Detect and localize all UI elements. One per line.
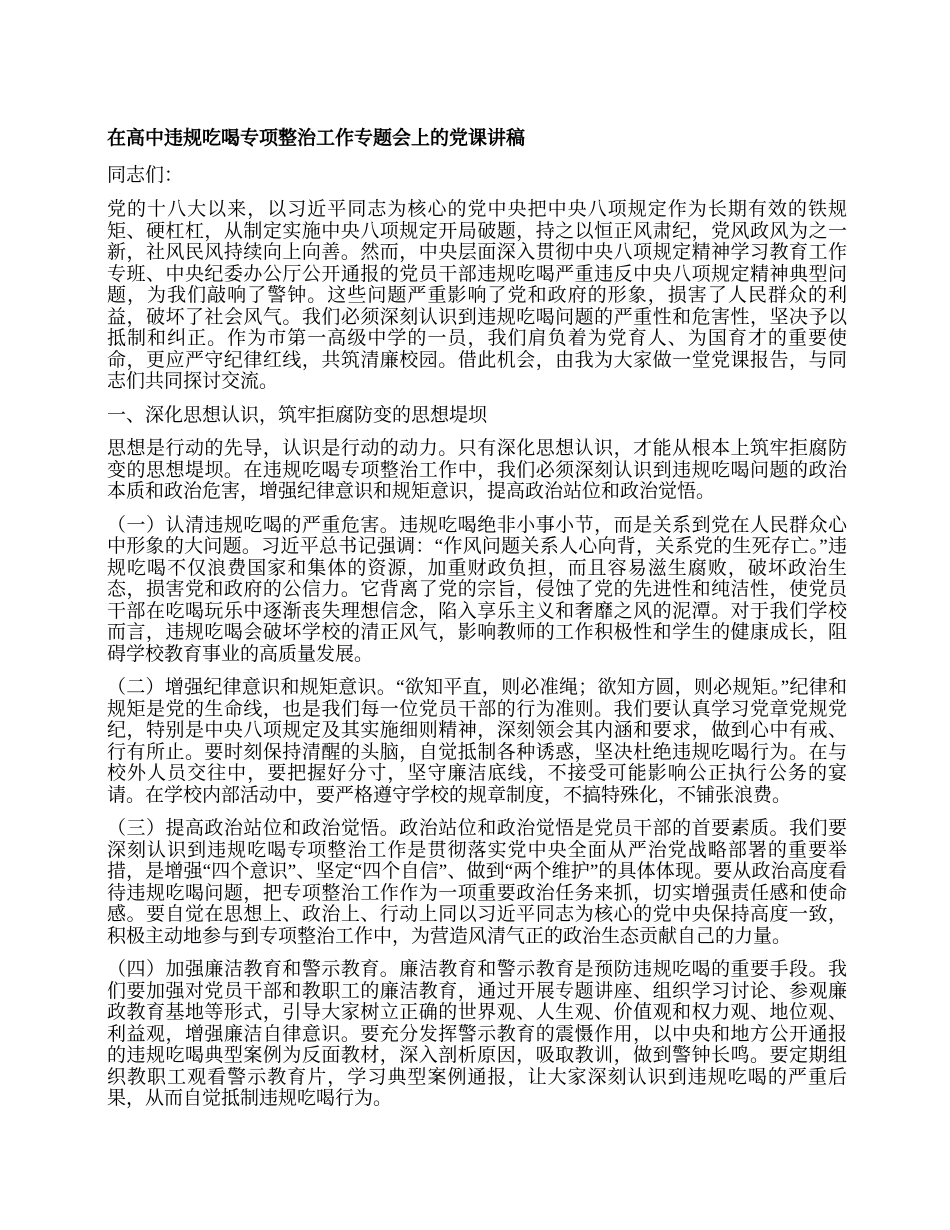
- section-1-point-3: （三）提高政治站位和政治觉悟。政治站位和政治觉悟是党员干部的首要素质。我们要深刻认识到违规吃喝专项整治工作是贯彻落实党中央全面从严治党战略部署的重要举措，是增强“四个意识”、坚定“四个自信”、做到“两个维护”的具体体现。要从政治高度看待违规吃喝问题，把专项整治工作作为一项重要政治任务来抓，切实增强责任感和使命感。要自觉在思想上、政治上、行动上同以习近平同志为核心的党中央保持高度一致，积极主动地参与到专项整治工作中，为营造风清气正的政治生态贡献自己的力量。: [107, 818, 847, 947]
- section-1-point-2: （二）增强纪律意识和规矩意识。“欲知平直，则必准绳；欲知方圆，则必规矩。”纪律和规矩是党的生命线，也是我们每一位党员干部的行为准则。我们要认真学习党章党规党纪，特别是中央八项规定及其实施细则精神，深刻领会其内涵和要求，做到心中有戒、行有所止。要时刻保持清醒的头脑，自觉抵制各种诱惑，坚决杜绝违规吃喝行为。在与校外人员交往中，要把握好分寸，坚守廉洁底线，不接受可能影响公正执行公务的宴请。在学校内部活动中，要严格遵守学校的规章制度，不搞特殊化，不铺张浪费。: [107, 677, 847, 806]
- section-1-heading: 一、深化思想认识，筑牢拒腐防变的思想堤坝: [107, 404, 488, 426]
- section-1-point-1: （一）认清违规吃喝的严重危害。违规吃喝绝非小事小节，而是关系到党在人民群众心中形象的大问题。习近平总书记强调：“作风问题关系人心向背，关系党的生死存亡。”违规吃喝不仅浪费国家和集体的资源，加重财政负担，而且容易滋生腐败，破坏政治生态，损害党和政府的公信力。它背离了党的宗旨，侵蚀了党的先进性和纯洁性，使党员干部在吃喝玩乐中逐渐丧失理想信念，陷入享乐主义和奢靡之风的泥潭。对于我们学校而言，违规吃喝会破坏学校的清正风气，影响教师的工作积极性和学生的健康成长，阻碍学校教育事业的高质量发展。: [107, 514, 847, 665]
- section-1-point-4: （四）加强廉洁教育和警示教育。廉洁教育和警示教育是预防违规吃喝的重要手段。我们要加强对党员干部和教职工的廉洁教育，通过开展专题讲座、组织学习讨论、参观廉政教育基地等形式，引导大家树立正确的世界观、人生观、价值观和权力观、地位观、利益观，增强廉洁自律意识。要充分发挥警示教育的震慑作用，以中央和地方公开通报的违规吃喝典型案例为反面教材，深入剖析原因，吸取教训，做到警钟长鸣。要定期组织教职工观看警示教育片，学习典型案例通报，让大家深刻认识到违规吃喝的严重后果，从而自觉抵制违规吃喝行为。: [107, 959, 847, 1109]
- section-1-lead-paragraph: 思想是行动的先导，认识是行动的动力。只有深化思想认识，才能从根本上筑牢拒腐防变的思想堤坝。在违规吃喝专项整治工作中，我们必须深刻认识到违规吃喝问题的政治本质和政治危害，增强纪律意识和规矩意识，提高政治站位和政治觉悟。: [107, 438, 847, 502]
- document-title: 在高中违规吃喝专项整治工作专题会上的党课讲稿: [107, 128, 526, 149]
- intro-paragraph: 党的十八大以来，以习近平同志为核心的党中央把中央八项规定作为长期有效的铁规矩、硬杠杠，从制定实施中央八项规定开局破题，持之以恒正风肃纪，党风政风为之一新，社风民风持续向上向善。然而，中央层面深入贯彻中央八项规定精神学习教育工作专班、中央纪委办公厅公开通报的党员干部违规吃喝严重违反中央八项规定精神典型问题，为我们敲响了警钟。这些问题严重影响了党和政府的形象，损害了人民群众的利益，破坏了社会风气。我们必须深刻认识到违规吃喝问题的严重性和危害性，坚决予以抵制和纠正。作为市第一高级中学的一员，我们肩负着为党育人、为国育才的重要使命，更应严守纪律红线，共筑清廉校园。借此机会，由我为大家做一堂党课报告，与同志们共同探讨交流。: [107, 199, 847, 392]
- salutation: 同志们：: [107, 164, 184, 186]
- document-page: [107, 128, 847, 1122]
